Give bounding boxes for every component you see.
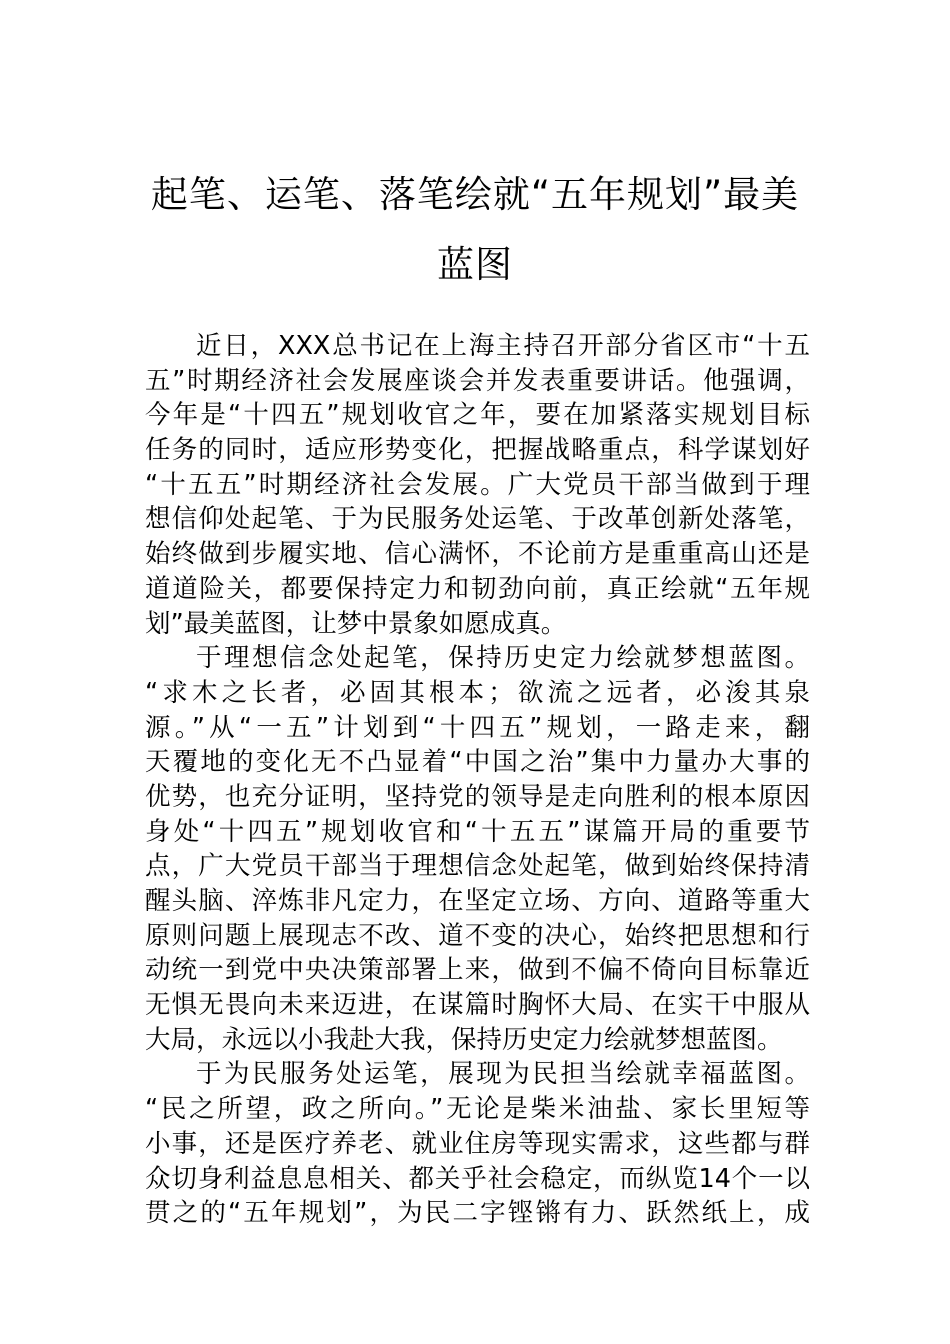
text-line: 小事，还是医疗养老、就业住房等现实需求，这些都与群 xyxy=(145,1128,810,1159)
text-line: 源。”从“一五”计划到“十四五”规划，一路走来，翻 xyxy=(145,712,810,743)
title-line-1: 起笔、运笔、落笔绘就“五年规划”最美 xyxy=(150,173,800,216)
text-line: 醒头脑、淬炼非凡定力，在坚定立场、方向、道路等重大 xyxy=(145,886,810,916)
text-line: 动统一到党中央决策部署上来，做到不偏不倚向目标靠近 xyxy=(145,955,810,986)
text-line: 大局，永远以小我赴大我，保持历史定力绘就梦想蓝图。 xyxy=(145,1024,783,1055)
text-line: 贯之的“五年规划”，为民二字铿锵有力、跃然纸上，成 xyxy=(145,1198,810,1229)
text-line: “求木之长者，必固其根本；欲流之远者，必浚其泉 xyxy=(145,677,810,708)
text-line: 五”时期经济社会发展座谈会并发表重要讲话。他强调， xyxy=(145,365,810,396)
text-line: 原则问题上展现志不改、道不变的决心，始终把思想和行 xyxy=(145,920,810,951)
text-line: 众切身利益息息相关、都关乎社会稳定，而纵览14个一以 xyxy=(145,1163,810,1194)
text-line: 优势，也充分证明，坚持党的领导是走向胜利的根本原因 xyxy=(145,781,810,812)
text-line: 任务的同时，适应形势变化，把握战略重点，科学谋划好 xyxy=(145,435,810,466)
text-line: 想信仰处起笔、于为民服务处运笔、于改革创新处落笔， xyxy=(145,504,810,535)
text-line: 始终做到步履实地、信心满怀，不论前方是重重高山还是 xyxy=(145,539,810,570)
text-line: 近日，XXX总书记在上海主持召开部分省区市“十五 xyxy=(196,331,810,361)
text-line: 于为民服务处运笔，展现为民担当绘就幸福蓝图。 xyxy=(196,1059,810,1090)
paragraph-2 xyxy=(145,641,810,1057)
text-line: 无惧无畏向未来迈进，在谋篇时胸怀大局、在实干中服从 xyxy=(145,990,810,1021)
text-line: 划”最美蓝图，让梦中景象如愿成真。 xyxy=(145,608,567,639)
title-line-2: 蓝图 xyxy=(437,243,513,286)
text-line: 今年是“十四五”规划收官之年，要在加紧落实规划目标 xyxy=(145,400,810,431)
text-line: “民之所望，政之所向。”无论是柴米油盐、家长里短等 xyxy=(145,1094,810,1125)
text-line: 身处“十四五”规划收官和“十五五”谋篇开局的重要节 xyxy=(145,816,810,847)
text-line: 天覆地的变化无不凸显着“中国之治”集中力量办大事的 xyxy=(145,747,810,778)
paragraph-3 xyxy=(145,1057,810,1230)
paragraph-1 xyxy=(145,329,810,641)
document-body xyxy=(145,329,810,1231)
text-line: 道道险关，都要保持定力和韧劲向前，真正绘就“五年规 xyxy=(145,573,810,604)
text-line: “十五五”时期经济社会发展。广大党员干部当做到于理 xyxy=(145,469,810,500)
text-line: 点，广大党员干部当于理想信念处起笔，做到始终保持清 xyxy=(145,851,810,882)
document-title xyxy=(0,160,950,300)
text-line: 于理想信念处起笔，保持历史定力绘就梦想蓝图。 xyxy=(196,643,810,674)
